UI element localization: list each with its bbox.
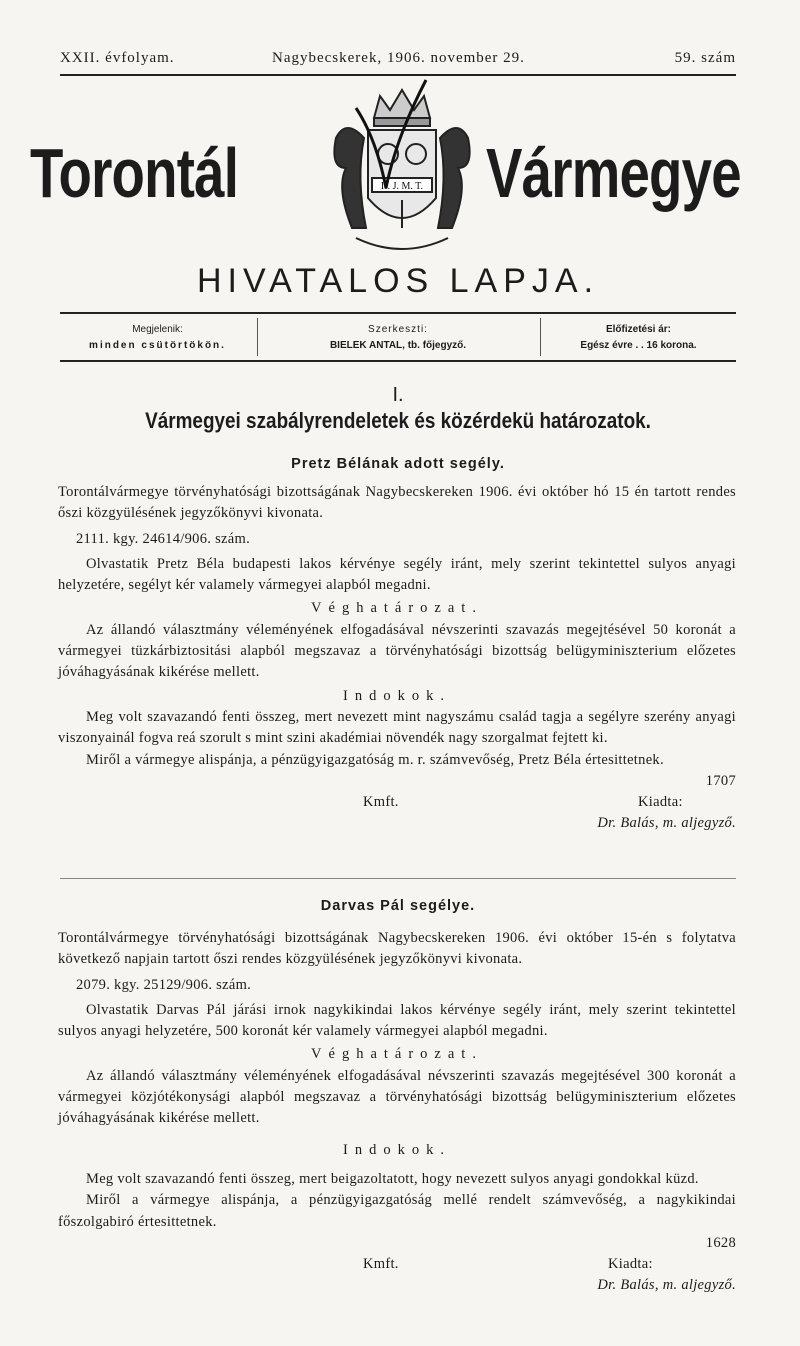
article1-ref: 2111. kgy. 24614/906. szám. <box>76 530 251 547</box>
place-date: Nagybecskerek, 1906. november 29. <box>272 50 525 66</box>
article1-reasons: Meg volt szavazandó fenti összeg, mert nevezett mint nagyszámu család tagja a segélyre szerény anyagi viszonyainál fogva reá szorult s mint szini akadémiai növendék nagy szorgalmat fejtett ki. <box>58 708 736 747</box>
top-rule <box>60 74 736 76</box>
article2-p1: Olvastatik Darvas Pál járási irnok nagykikindai lakos kérvénye segély iránt, mely szerint tekintettel sulyos anyagi helyzetére, 500 koronát kér valamely vármegyei alapból megadni. <box>58 1001 736 1040</box>
editor-label: Szerkeszti: <box>368 324 428 335</box>
article1-signer: Dr. Balás, m. aljegyző. <box>597 815 736 832</box>
article1-title: Pretz Bélának adott segély. <box>291 456 505 472</box>
article2-notice: Miről a vármegye alispánja, a pénzügyigazgatóság mellé rendelt számvevőség, a nagykikindai főszolgabiró értesittetnek. <box>58 1192 736 1230</box>
article2-decision-head: Véghatározat. <box>311 1046 483 1063</box>
article2-title: Darvas Pál segélye. <box>320 898 476 914</box>
crest-label: II. J. M. T. <box>380 181 424 192</box>
price-value: Egész évre . . 16 korona. <box>580 340 697 351</box>
article2-body <box>58 928 736 1296</box>
info-rule-bottom <box>60 360 736 362</box>
editor-box <box>258 322 538 354</box>
title-left: Torontál <box>30 134 239 212</box>
issue-number: 59. szám <box>674 50 736 66</box>
coat-of-arms-icon <box>316 78 488 260</box>
article2-ref: 2079. kgy. 25129/906. szám. <box>76 976 252 993</box>
volume: XXII. évfolyam. <box>60 50 175 66</box>
masthead-top-line <box>60 50 736 72</box>
title-right: Vármegye <box>486 134 741 212</box>
article2-signer: Dr. Balás, m. aljegyző. <box>597 1277 736 1294</box>
article1-intro: Torontálvármegye törvényhatósági bizottságának Nagybecskereken 1906. évi október hó 15 én tartott rendes őszi közgyülésének jegyzőkönyvi kivonata. <box>58 484 736 522</box>
article1-notice: Miről a vármegye alispánja, a pénzügyigazgatóság m. r. számvevőség, Pretz Béla értesittetnek. <box>86 751 664 768</box>
article-divider <box>60 878 736 879</box>
article2-decision: Az állandó választmány véleményének elfogadásával névszerinti szavazás megejtésével 300 koronát a vármegyei közjótékonysági alapból megszavaz a törvényhatósági bizottság belügyminiszterium előzetes jóváhagyásának kikérése mellett. <box>58 1067 736 1127</box>
article2-intro: Torontálvármegye törvényhatósági bizottságának Nagybecskereken 1906. évi október 15-én s folytatva következő napjain tartott őszi rendes közgyülésének jegyzőkönyvi kivonata. <box>58 930 736 968</box>
article2-reasons: Meg volt szavazandó fenti összeg, mert beigazoltatott, hogy nevezett sulyos anyagi gondokkal küzd. <box>86 1170 699 1187</box>
appears-value: minden csütörtökön. <box>89 340 226 351</box>
article1-decision-head: Véghatározat. <box>311 600 483 617</box>
appears-box <box>60 322 255 354</box>
info-rule-top <box>60 312 736 314</box>
article1-kmft: Kmft. <box>363 794 399 811</box>
price-box <box>541 322 736 354</box>
editor-value: BIELEK ANTAL, tb. főjegyző. <box>329 340 467 351</box>
section-title: Vármegyei szabályrendeletek és közérdekü határozatok. <box>145 408 651 433</box>
article1-decision: Az állandó választmány véleményének elfogadásával névszerinti szavazás megejtésével 50 koronát a vármegyei tüzkárbiztositási alapból megszavaz a törvényhatósági bizottság belügyminiszterium előzetes jóváhagyásának kikérése mellett. <box>58 621 736 681</box>
subtitle: HIVATALOS LAPJA. <box>196 262 600 300</box>
article1-reasons-head: Indokok. <box>343 687 451 704</box>
article2-reasons-head: Indokok. <box>343 1141 451 1158</box>
appears-label: Megjelenik: <box>132 324 183 335</box>
article1-number: 1707 <box>705 772 736 789</box>
article2-kmft: Kmft. <box>363 1256 399 1273</box>
article2-number: 1628 <box>705 1234 736 1251</box>
article1-p1: Olvastatik Pretz Béla budapesti lakos kérvénye segély iránt, mely szerint tekintettel sulyos anyagi helyzetére, segélyt kér valamely vármegyei alapból megadni. <box>58 555 736 594</box>
section-number: I. <box>392 384 404 406</box>
article1-body <box>58 482 736 834</box>
price-label: Előfizetési ár: <box>605 324 672 335</box>
article1-kiadta: Kiadta: <box>638 794 683 811</box>
article2-kiadta: Kiadta: <box>608 1256 653 1273</box>
